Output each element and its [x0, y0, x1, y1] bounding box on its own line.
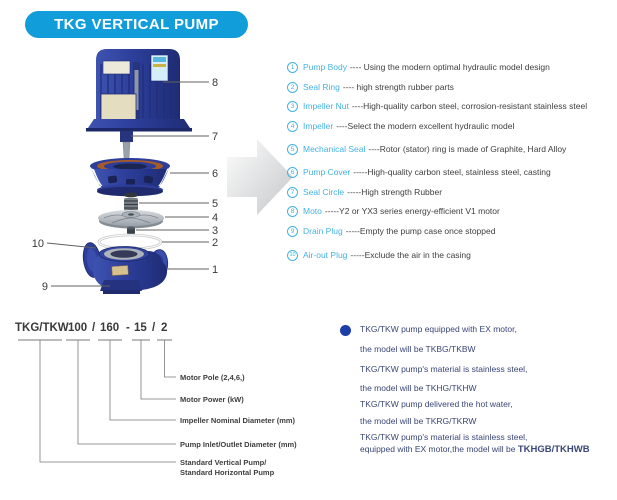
label-motor-power: Motor Power (kW)	[180, 395, 244, 404]
variant-line: TKG/TKW pump's material is stainless steel,	[360, 432, 528, 442]
model-series: TKG/TKW	[15, 322, 69, 334]
item-number-badge: 6	[287, 167, 298, 178]
part-name: Impeller	[303, 121, 334, 131]
part-name: Impeller Nut	[303, 101, 349, 111]
item-number-badge: 7	[287, 187, 298, 198]
part-description: ----High-quality carbon steel, corrosion-resistant stainless steel	[351, 101, 588, 111]
callout-7: 7	[212, 131, 219, 143]
part-name: Drain Plug	[303, 226, 343, 236]
callout-8: 8	[212, 77, 219, 89]
part-description: ----Select the modern excellent hydraulic model	[336, 121, 515, 131]
callout-2: 2	[212, 237, 219, 249]
model-impeller: 160	[100, 322, 120, 334]
model-sep2: -	[126, 322, 130, 334]
item-number-badge: 8	[287, 206, 298, 217]
bullet-icon	[340, 325, 351, 336]
list-item	[287, 121, 514, 132]
callout-4: 4	[212, 212, 219, 224]
part-name: Seal Circle	[303, 187, 345, 197]
label-series-line1: Standard Vertical Pump/	[180, 458, 267, 467]
model-code-diagram	[0, 310, 330, 495]
item-number-badge: 2	[287, 82, 298, 93]
item-number-badge: 4	[287, 121, 298, 132]
part-description: -----High-quality carbon steel, stainless steel, casting	[353, 167, 551, 177]
callout-3: 3	[212, 225, 219, 237]
model-sep3: /	[152, 322, 156, 334]
part-description: ---- high strength rubber parts	[342, 82, 454, 92]
variant-line: the model will be TKRG/TKRW	[360, 416, 477, 426]
part-description: -----Empty the pump case once stopped	[345, 226, 496, 236]
item-number-badge: 10	[287, 250, 298, 261]
label-series-line2: Standard Horizontal Pump	[180, 468, 275, 477]
label-inlet-dia: Pump Inlet/Outlet Diameter (mm)	[180, 440, 297, 449]
variant-line-text: equipped with EX motor,the model will be	[360, 444, 518, 454]
callout-1: 1	[212, 264, 219, 276]
variant-line	[360, 444, 590, 455]
list-item	[287, 250, 471, 261]
list-item	[287, 62, 550, 73]
variant-line: TKG/TKW pump delivered the hot water,	[360, 399, 513, 409]
item-number-badge: 9	[287, 226, 298, 237]
list-item	[287, 101, 587, 112]
callout-5: 5	[212, 198, 219, 210]
part-name: Moto	[303, 206, 322, 216]
variant-line: TKG/TKW pump's material is stainless steel,	[360, 364, 528, 374]
item-number-badge: 3	[287, 101, 298, 112]
model-power: 15	[134, 322, 147, 334]
part-description: ----Rotor (stator) ring is made of Graphite, Hard Alloy	[368, 144, 567, 154]
variant-line: the model will be TKHG/TKHW	[360, 383, 477, 393]
label-impeller-dia: Impeller Nominal Diameter (mm)	[180, 416, 296, 425]
page-title-text: TKG VERTICAL PUMP	[54, 16, 219, 33]
callout-6: 6	[212, 168, 219, 180]
variant-line: TKG/TKW pump equipped with EX motor,	[360, 324, 517, 334]
list-item	[287, 167, 551, 178]
part-name: Seal Ring	[303, 82, 340, 92]
model-connector-lines	[40, 340, 176, 462]
part-name: Pump Body	[303, 62, 347, 72]
part-name: Mechanical Seal	[303, 144, 366, 154]
item-number-badge: 5	[287, 144, 298, 155]
list-item	[287, 226, 495, 237]
part-name: Air-out Plug	[303, 250, 348, 260]
variant-model-bold: TKHGB/TKHWB	[517, 444, 590, 455]
part-description: -----Exclude the air in the casing	[350, 250, 471, 260]
part-description: -----High strength Rubber	[347, 187, 443, 197]
callout-9: 9	[41, 281, 48, 293]
list-item	[287, 206, 500, 217]
list-item	[287, 187, 442, 198]
model-sep1: /	[92, 322, 96, 334]
part-description: ---- Using the modern optimal hydraulic model design	[349, 62, 550, 72]
variants-block	[336, 320, 614, 460]
item-number-badge: 1	[287, 62, 298, 73]
label-motor-pole: Motor Pole (2,4,6,)	[180, 373, 245, 382]
variant-line: the model will be TKBG/TKBW	[360, 344, 476, 354]
list-item	[287, 144, 566, 155]
callout-10: 10	[31, 238, 44, 250]
part-name: Pump Cover	[303, 167, 351, 177]
list-item	[287, 82, 454, 93]
part-description: -----Y2 or YX3 series energy-efficient V1 motor	[324, 206, 500, 216]
model-inlet: 100	[68, 322, 88, 334]
model-pole: 2	[161, 322, 168, 334]
